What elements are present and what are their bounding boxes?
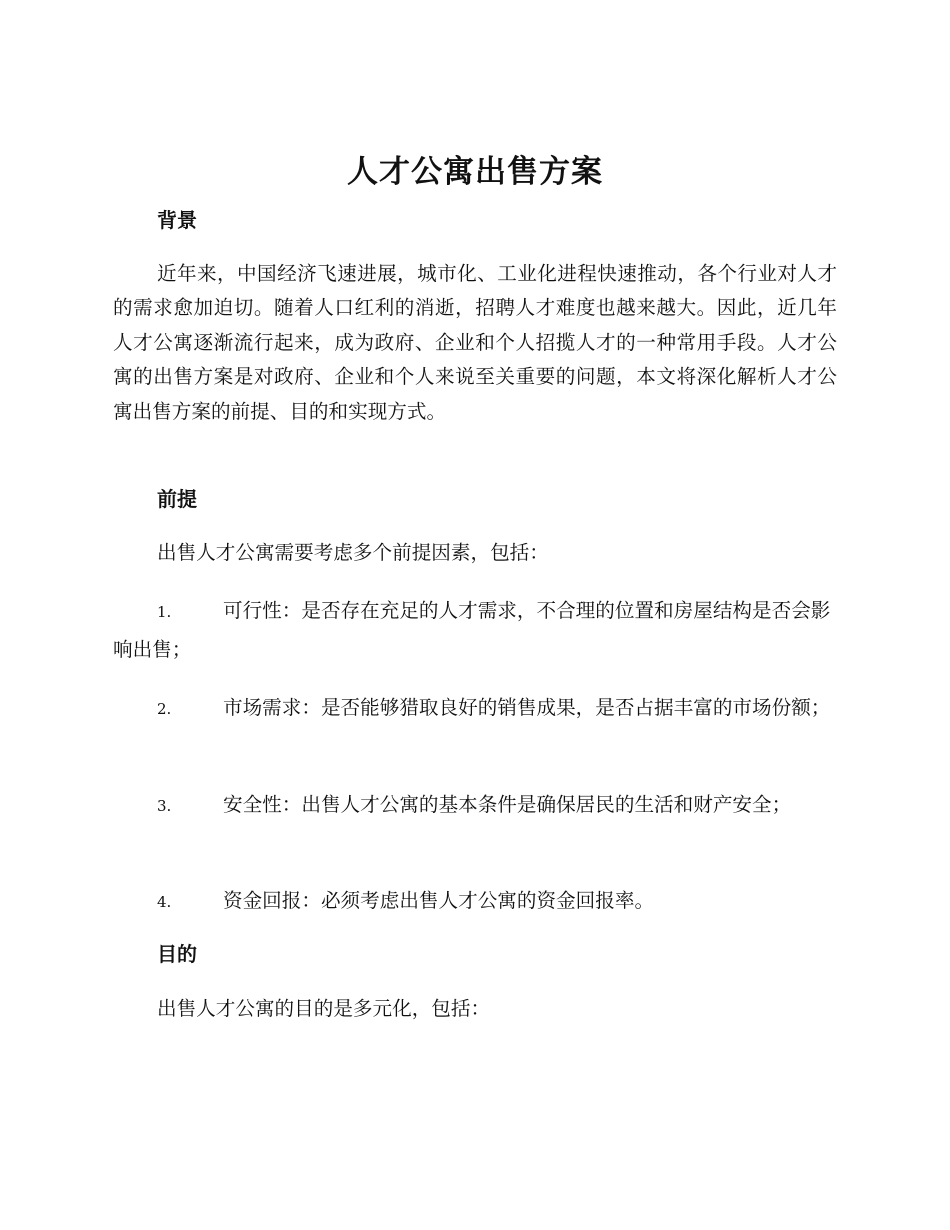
background-paragraph: 近年来，中国经济飞速进展，城市化、工业化进程快速推动，各个行业对人才的需求愈加迫切。随着人口红利的消逝，招聘人才难度也越来越大。因此，近几年人才公寓逐渐流行起来，成为政府、企业和个人招揽人才的一种常用手段。人才公寓的出售方案是对政府、企业和个人来说至关重要的问题，本文将深化解析人才公寓出售方案的前提、目的和实现方式。	[113, 262, 837, 423]
section-heading-purpose: 目的	[157, 942, 197, 966]
list-item-number: 4.	[157, 893, 172, 911]
document-title: 人才公寓出售方案	[347, 154, 603, 190]
list-item	[113, 592, 837, 670]
list-item-number: 1.	[157, 603, 172, 621]
list-item-text: 可行性：是否存在充足的人才需求，不合理的位置和房屋结构是否会影响出售；	[113, 599, 831, 662]
list-item-text: 市场需求：是否能够猎取良好的销售成果，是否占据丰富的市场份额；	[223, 696, 831, 719]
list-item-text: 安全性：出售人才公寓的基本条件是确保居民的生活和财产安全；	[223, 793, 792, 816]
list-item-text: 资金回报：必须考虑出售人才公寓的资金回报率。	[223, 889, 655, 912]
list-item	[113, 882, 837, 921]
list-item	[113, 786, 837, 825]
list-item	[113, 689, 837, 728]
section-heading-background: 背景	[157, 208, 197, 232]
list-item-number: 2.	[157, 700, 172, 718]
section-heading-premise: 前提	[157, 487, 197, 511]
list-item-number: 3.	[157, 797, 172, 815]
purpose-lead: 出售人才公寓的目的是多元化，包括：	[157, 997, 491, 1020]
premise-lead: 出售人才公寓需要考虑多个前提因素，包括：	[157, 541, 549, 564]
